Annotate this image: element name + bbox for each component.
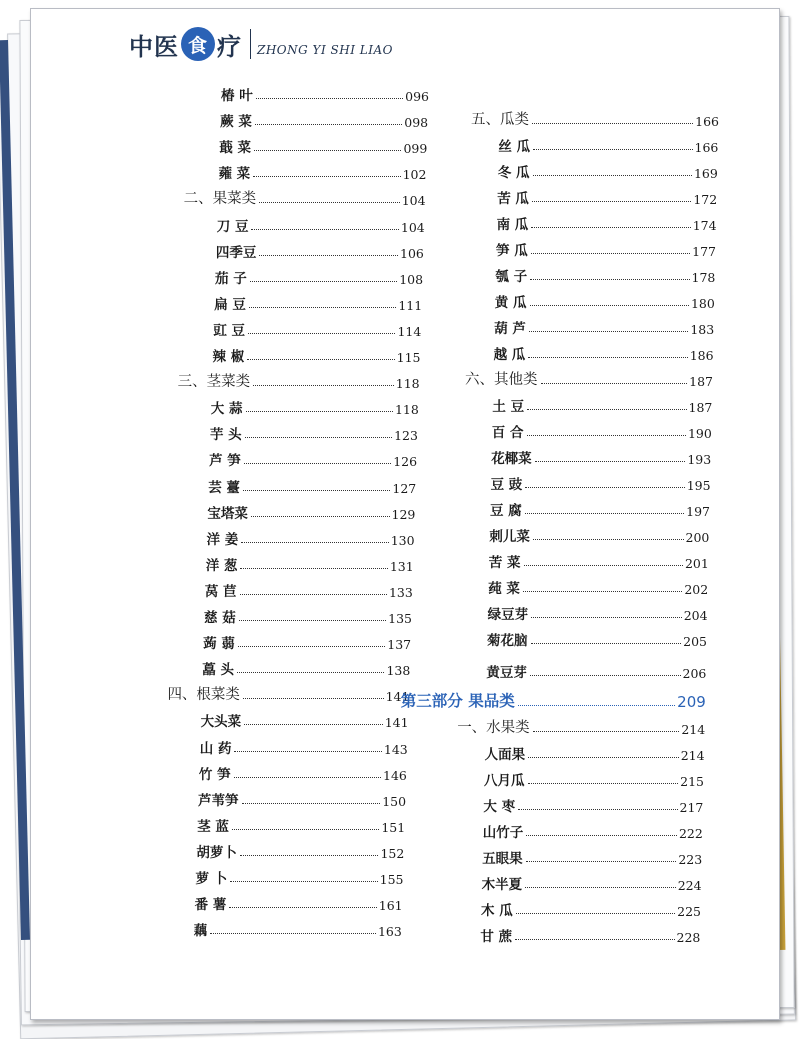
toc-entry-title: 胡萝卜 — [196, 844, 237, 861]
toc-page-number: 178 — [691, 270, 716, 285]
toc-page-number: 114 — [397, 323, 422, 339]
toc-entry-title: 甘 蔗 — [480, 929, 513, 945]
toc-entry-title: 六、其他类 — [465, 372, 538, 388]
dot-leader — [240, 568, 387, 569]
dot-leader — [524, 565, 683, 566]
toc-page-number: 214 — [680, 748, 705, 763]
toc-part-heading — [401, 689, 706, 711]
toc-page-number: 224 — [677, 878, 702, 893]
dot-leader — [243, 490, 390, 491]
dot-leader — [531, 617, 682, 618]
toc-category — [457, 715, 705, 737]
toc-page-number: 141 — [384, 715, 409, 731]
dot-leader — [253, 176, 400, 177]
toc-entry — [482, 871, 702, 893]
dot-leader — [244, 463, 391, 464]
toc-page-number: 163 — [377, 924, 402, 940]
toc-entry-title: 土 豆 — [492, 399, 525, 415]
toc-entry — [491, 471, 711, 493]
toc-page-number: 150 — [382, 793, 407, 809]
dot-leader — [249, 307, 396, 308]
dot-leader — [529, 331, 688, 332]
dot-leader — [229, 907, 376, 908]
dot-leader — [527, 435, 686, 436]
dot-leader — [533, 539, 684, 540]
toc-page-number: 217 — [679, 800, 704, 815]
toc-page-number: 141 — [385, 689, 410, 705]
toc-page-number: 098 — [404, 115, 429, 131]
toc-entry-title: 四季豆 — [215, 244, 257, 261]
dot-leader — [533, 149, 692, 150]
toc-entry-title: 蕺 菜 — [219, 140, 251, 157]
toc-entry-title: 莼 菜 — [488, 581, 520, 597]
toc-page-number: 197 — [686, 504, 710, 519]
toc-page-number: 143 — [383, 741, 408, 757]
brand-badge: 食 — [181, 27, 215, 61]
toc-entry-title: 刺儿菜 — [489, 529, 530, 545]
dot-leader — [531, 227, 690, 228]
toc-page-number: 204 — [683, 608, 708, 623]
toc-page-number: 111 — [398, 297, 423, 313]
toc-entry — [203, 630, 411, 652]
toc-entry-title: 瓠 子 — [495, 269, 528, 285]
toc-entry-title: 豇 豆 — [213, 322, 246, 339]
toc-entry-title: 芦苇笋 — [198, 792, 239, 809]
toc-entry — [491, 445, 711, 467]
toc-page-number: 137 — [387, 637, 412, 653]
toc-entry — [205, 578, 413, 600]
toc-entry-title: 洋 姜 — [206, 531, 239, 548]
toc-page-number: 180 — [690, 296, 715, 311]
toc-page-number: 104 — [400, 219, 425, 235]
toc-page-number: 151 — [381, 819, 406, 835]
brand-latin: ZHONG YI SHI LIAO — [257, 43, 393, 57]
toc-entry — [481, 897, 701, 919]
dot-leader — [532, 201, 691, 202]
toc-entry — [194, 917, 402, 939]
dot-leader — [253, 385, 394, 386]
dot-leader — [239, 620, 386, 621]
toc-page-number: 200 — [685, 530, 710, 545]
dot-leader — [248, 333, 395, 334]
toc-entry — [210, 421, 418, 443]
toc-entry-title: 茄 子 — [215, 270, 247, 287]
toc-category — [471, 107, 719, 129]
toc-entry — [220, 108, 428, 130]
dot-leader — [243, 698, 384, 699]
dot-leader — [238, 646, 385, 647]
toc-entry — [198, 787, 406, 809]
toc-entry — [488, 601, 708, 623]
toc-entry-title: 南 瓜 — [496, 217, 529, 233]
toc-entry-title: 刀 豆 — [216, 218, 249, 235]
toc-entry — [497, 185, 717, 207]
toc-page-number: 131 — [389, 558, 414, 574]
toc-entry-title: 绿豆芽 — [487, 607, 529, 623]
toc-page-number: 202 — [684, 582, 709, 597]
dot-leader — [528, 757, 679, 758]
dot-leader — [232, 829, 379, 830]
toc-page-number: 106 — [400, 245, 424, 261]
toc-entry-title: 丝 瓜 — [498, 139, 531, 155]
toc-entry-title: 人面果 — [484, 747, 526, 763]
toc-entry — [498, 159, 718, 181]
toc-entry — [489, 549, 709, 571]
toc-page-number: 115 — [396, 350, 421, 365]
toc-entry-title: 三、茎菜类 — [177, 374, 251, 391]
toc-page-number: 201 — [684, 556, 709, 571]
toc-entry — [483, 793, 703, 815]
toc-page-number: 166 — [695, 114, 719, 129]
toc-page-number: 130 — [390, 532, 415, 548]
dot-leader — [530, 279, 689, 280]
toc-entry — [207, 526, 415, 548]
toc-page-number: 225 — [677, 904, 701, 919]
toc-page-number: 206 — [682, 666, 707, 681]
toc-entry-title: 豆 豉 — [490, 477, 523, 493]
dot-leader — [528, 357, 687, 358]
toc-entry-title: 冬 瓜 — [497, 165, 530, 181]
toc-page-number: 118 — [395, 376, 420, 392]
dot-leader — [230, 881, 377, 882]
dot-leader — [251, 229, 398, 230]
dot-leader — [234, 777, 381, 778]
toc-page-number: 102 — [402, 167, 427, 183]
toc-category — [465, 367, 713, 389]
toc-entry-title: 芋 头 — [209, 427, 242, 444]
toc-entry-title: 藠 头 — [202, 662, 234, 679]
dot-leader — [530, 675, 681, 676]
toc-entry-title: 第三部分 果品类 — [400, 692, 515, 710]
dot-leader — [515, 939, 674, 940]
toc-entry — [196, 839, 404, 861]
toc-entry — [486, 659, 706, 681]
toc-entry — [209, 447, 417, 469]
toc-entry — [216, 239, 424, 261]
dot-leader — [246, 411, 393, 412]
toc-entry-title: 芦 笋 — [209, 453, 241, 470]
toc-page-number: 161 — [378, 898, 403, 914]
toc-entry — [497, 211, 717, 233]
toc-entry — [482, 845, 702, 867]
toc-entry-title: 辣 椒 — [212, 349, 245, 365]
toc-page-number: 222 — [678, 826, 703, 841]
toc-entry-title: 番 薯 — [194, 897, 227, 914]
dot-leader — [241, 542, 388, 543]
toc-entry-title: 大 枣 — [483, 799, 516, 815]
toc-entry — [219, 134, 427, 156]
dot-leader — [242, 803, 381, 804]
toc-entry-title: 百 合 — [491, 425, 524, 441]
toc-entry — [495, 263, 715, 285]
toc-entry — [211, 395, 419, 417]
toc-entry-title: 芸 薹 — [208, 479, 240, 496]
header-divider — [250, 29, 251, 59]
toc-entry — [485, 741, 705, 763]
toc-page-number: 177 — [692, 244, 716, 259]
dot-leader — [531, 253, 690, 254]
toc-page-number: 166 — [694, 140, 719, 155]
toc-entry-title: 大 蒜 — [210, 401, 243, 418]
dot-leader — [518, 809, 677, 810]
dot-leader — [541, 383, 688, 384]
toc-entry — [215, 265, 423, 287]
dot-leader — [255, 124, 402, 125]
toc-entry — [495, 289, 715, 311]
dot-leader — [244, 724, 383, 725]
dot-leader — [251, 516, 390, 517]
toc-page-number: 135 — [388, 611, 412, 626]
toc-entry-title: 二、果菜类 — [183, 191, 257, 208]
toc-entry — [492, 419, 712, 441]
toc-entry-title: 慈 菇 — [204, 610, 236, 626]
toc-entry-title: 莴 苣 — [204, 583, 237, 600]
brand-text-pre: 中医 — [129, 32, 179, 61]
dot-leader — [531, 643, 682, 644]
toc-entry — [221, 82, 429, 104]
dot-leader — [525, 487, 684, 488]
toc-entry-title: 藕 — [193, 923, 208, 940]
dot-leader — [516, 913, 675, 914]
toc-entry — [484, 767, 704, 789]
dot-leader — [525, 887, 676, 888]
toc-entry-title: 一、水果类 — [457, 720, 530, 736]
toc-page-number: 223 — [678, 852, 703, 867]
toc-entry-title: 大头菜 — [200, 714, 242, 731]
toc-entry-title: 宝塔菜 — [207, 505, 248, 522]
toc-page-number: 183 — [690, 322, 715, 337]
toc-entry — [490, 497, 710, 519]
toc-page — [30, 8, 780, 1020]
toc-page-number: 099 — [403, 141, 428, 157]
dot-leader — [530, 305, 689, 306]
toc-entry — [197, 813, 405, 835]
toc-entry — [213, 317, 421, 339]
toc-entry-title: 萝 卜 — [195, 871, 228, 887]
toc-entry — [207, 500, 415, 522]
toc-entry-title: 扁 豆 — [214, 296, 246, 313]
toc-page-number: 096 — [405, 89, 429, 104]
toc-entry — [201, 708, 409, 730]
toc-page-number: 209 — [677, 693, 706, 711]
dot-leader — [240, 594, 387, 595]
toc-page-number: 172 — [693, 192, 718, 207]
toc-entry — [496, 237, 716, 259]
toc-entry-title: 椿 叶 — [221, 88, 253, 104]
toc-page-number: 205 — [683, 634, 707, 649]
toc-page-number: 187 — [689, 374, 713, 389]
toc-entry-title: 黄豆芽 — [486, 665, 527, 681]
book-header — [129, 23, 393, 65]
toc-entry — [492, 393, 712, 415]
toc-entry — [483, 819, 703, 841]
dot-leader — [256, 98, 403, 99]
dot-leader — [518, 705, 675, 706]
toc-entry — [204, 604, 412, 626]
dot-leader — [234, 751, 381, 752]
toc-page-number: 228 — [676, 930, 701, 945]
toc-entry-title: 黄 瓜 — [494, 295, 527, 311]
dot-leader — [210, 933, 376, 934]
toc-entry — [195, 891, 403, 913]
toc-page-number: 146 — [383, 767, 407, 783]
toc-entry-title: 茎 蓝 — [197, 818, 229, 835]
toc-page-number: 190 — [687, 426, 712, 441]
toc-category — [178, 369, 420, 391]
toc-entry — [206, 552, 414, 574]
toc-entry-title: 豆 腐 — [490, 503, 522, 519]
toc-page-number: 152 — [380, 845, 405, 861]
toc-entry-title: 蒟 蒻 — [203, 636, 235, 653]
toc-entry — [196, 865, 404, 887]
toc-entry-title: 越 瓜 — [493, 347, 526, 363]
toc-entry-title: 笋 瓜 — [496, 243, 528, 259]
toc-entry-title: 葫 芦 — [494, 321, 526, 337]
toc-category — [167, 682, 409, 704]
toc-entry-title: 四、根菜类 — [167, 687, 240, 704]
toc-page-number: 104 — [401, 193, 426, 209]
toc-entry — [498, 133, 718, 155]
toc-page-number: 187 — [688, 400, 713, 415]
toc-entry-title: 山 药 — [199, 740, 232, 757]
toc-page-number: 214 — [681, 722, 706, 737]
toc-entry-title: 花椰菜 — [491, 451, 532, 467]
toc-entry — [214, 291, 422, 313]
toc-page-number: 129 — [391, 506, 416, 522]
toc-entry — [200, 735, 408, 757]
toc-entry-title: 木 瓜 — [481, 903, 513, 919]
toc-page-number: 215 — [680, 774, 704, 789]
toc-page-number: 127 — [392, 480, 417, 496]
dot-leader — [525, 513, 684, 514]
toc-page-number: 186 — [689, 348, 714, 363]
toc-entry — [489, 523, 709, 545]
toc-page-number: 108 — [399, 271, 424, 287]
dot-leader — [528, 783, 679, 784]
toc-entry — [199, 761, 407, 783]
dot-leader — [254, 150, 401, 151]
toc-page-number: 169 — [693, 166, 718, 181]
dot-leader — [533, 731, 680, 732]
toc-entry — [213, 343, 421, 365]
toc-page-number: 174 — [692, 218, 717, 233]
toc-page-number: 193 — [687, 452, 712, 467]
dot-leader — [247, 359, 394, 360]
toc-page-number: 195 — [686, 478, 711, 493]
dot-leader — [526, 861, 677, 862]
dot-leader — [237, 672, 384, 673]
dot-leader — [240, 855, 379, 856]
toc-entry-title: 五眼果 — [482, 851, 523, 867]
toc-entry-title: 竹 笋 — [198, 766, 231, 783]
toc-category — [184, 186, 426, 208]
toc-entry — [494, 341, 714, 363]
brand-text-post: 疗 — [217, 32, 242, 61]
brand-logo — [129, 27, 242, 62]
toc-page-number: 126 — [393, 454, 418, 470]
dot-leader — [250, 281, 397, 282]
dot-leader — [527, 409, 686, 410]
toc-page-number: 123 — [394, 428, 418, 444]
toc-page-number: 118 — [394, 402, 419, 418]
toc-entry-title: 苦 菜 — [488, 555, 521, 571]
toc-entry — [487, 627, 707, 649]
toc-entry-title: 蕹 菜 — [218, 166, 251, 183]
dot-leader — [523, 591, 682, 592]
toc-entry-title: 山竹子 — [482, 825, 524, 841]
dot-leader — [259, 202, 400, 203]
toc-entry-title: 八月瓜 — [484, 773, 525, 789]
toc-entry-title: 木半夏 — [481, 877, 523, 893]
dot-leader — [533, 175, 692, 176]
toc-entry-title: 蕨 菜 — [220, 114, 252, 131]
toc-page-number: 138 — [386, 663, 411, 679]
toc-entry — [488, 575, 708, 597]
dot-leader — [535, 461, 686, 462]
dot-leader — [245, 437, 392, 438]
toc-entry-title: 菊花脑 — [487, 633, 528, 649]
toc-entry — [202, 656, 410, 678]
dot-leader — [532, 123, 693, 124]
toc-entry — [208, 474, 416, 496]
dot-leader — [526, 835, 677, 836]
toc-entry-title: 洋 葱 — [205, 557, 238, 574]
toc-entry — [217, 213, 425, 235]
toc-entry-title: 五、瓜类 — [471, 112, 529, 128]
toc-entry — [480, 923, 700, 945]
toc-page-number: 155 — [379, 872, 404, 887]
toc-page-number: 133 — [388, 584, 413, 600]
toc-entry — [218, 160, 426, 182]
dot-leader — [259, 255, 398, 256]
toc-entry-title: 苦 瓜 — [497, 191, 529, 207]
toc-entry — [494, 315, 714, 337]
